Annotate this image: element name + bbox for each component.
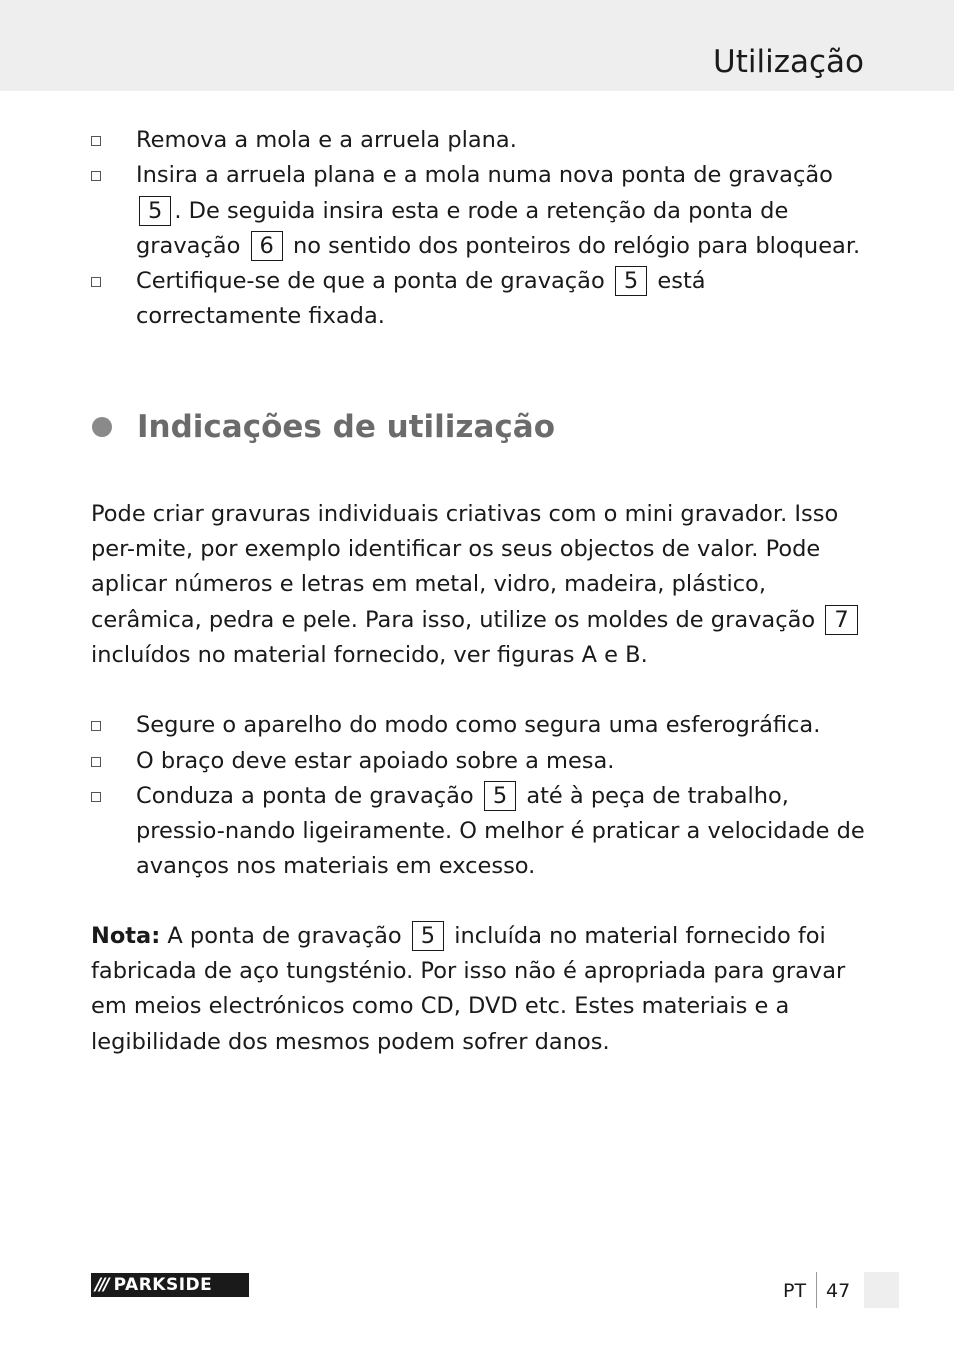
checkbox-bullet-icon	[91, 792, 101, 802]
intro-paragraph: Pode criar gravuras individuais criativas com o mini gravador. Isso per-mite, por exemplo identificar os seus objectos de valor. Pode aplicar números e letras em metal, vidro, madeira, plástico, cerâmica, pedra e pele. Para isso, utilize os moldes de gravação 7incluídos no material fornecido, ver figuras A e B.	[91, 497, 871, 673]
checkbox-bullet-icon	[91, 277, 101, 287]
part-reference: 5	[615, 266, 647, 296]
note-label: Nota:	[91, 922, 161, 949]
instruction-list-1	[91, 123, 871, 335]
list-item: Remova a mola e a arruela plana.	[91, 123, 871, 158]
list-item: Certifique-se de que a ponta de gravação 5 está correctamente fixada.	[91, 264, 871, 335]
part-reference: 5	[412, 921, 444, 951]
language-code: PT	[783, 1280, 807, 1302]
part-reference: 5	[139, 196, 171, 226]
instruction-list-2	[91, 708, 871, 884]
note-paragraph: Nota: A ponta de gravação 5 incluída no material fornecido foi fabricada de aço tungsténio. Por isso não é apropriada para gravar em meios electrónicos como CD, DVD etc. Estes materiais e a legibilidade dos mesmos podem sofrer danos.	[91, 922, 846, 1055]
checkbox-bullet-icon	[91, 757, 101, 767]
section-heading: Indicações de utilização	[91, 405, 871, 449]
part-reference: 7	[825, 605, 857, 635]
list-item: Conduza a ponta de gravação 5 até à peça de trabalho, pressio-nando ligeiramente. O melhor é praticar a velocidade de avanços nos materiais em excesso.	[91, 779, 871, 885]
part-reference: 6	[251, 231, 283, 261]
checkbox-bullet-icon	[91, 136, 101, 146]
page-tab-marker	[864, 1272, 899, 1308]
parkside-logo: /// PARKSIDE	[91, 1273, 249, 1297]
page-number: 47	[826, 1280, 851, 1302]
logo-slashes-icon: ///	[95, 1275, 108, 1295]
checkbox-bullet-icon	[91, 721, 101, 731]
list-item: Segure o aparelho do modo como segura uma esferográfica.	[91, 708, 871, 743]
list-item: Insira a arruela plana e a mola numa nova ponta de gravação5 . De seguida insira esta e rode a retenção da ponta de gravação 6 no sentido dos ponteiros do relógio para bloquear.	[91, 158, 871, 264]
checkbox-bullet-icon	[91, 171, 101, 181]
bullet-dot-icon	[92, 417, 112, 437]
page-content	[91, 123, 871, 1060]
part-reference: 5	[484, 781, 516, 811]
page-title: Utilização	[713, 44, 864, 80]
list-item: O braço deve estar apoiado sobre a mesa.	[91, 744, 871, 779]
footer-divider	[816, 1272, 817, 1308]
